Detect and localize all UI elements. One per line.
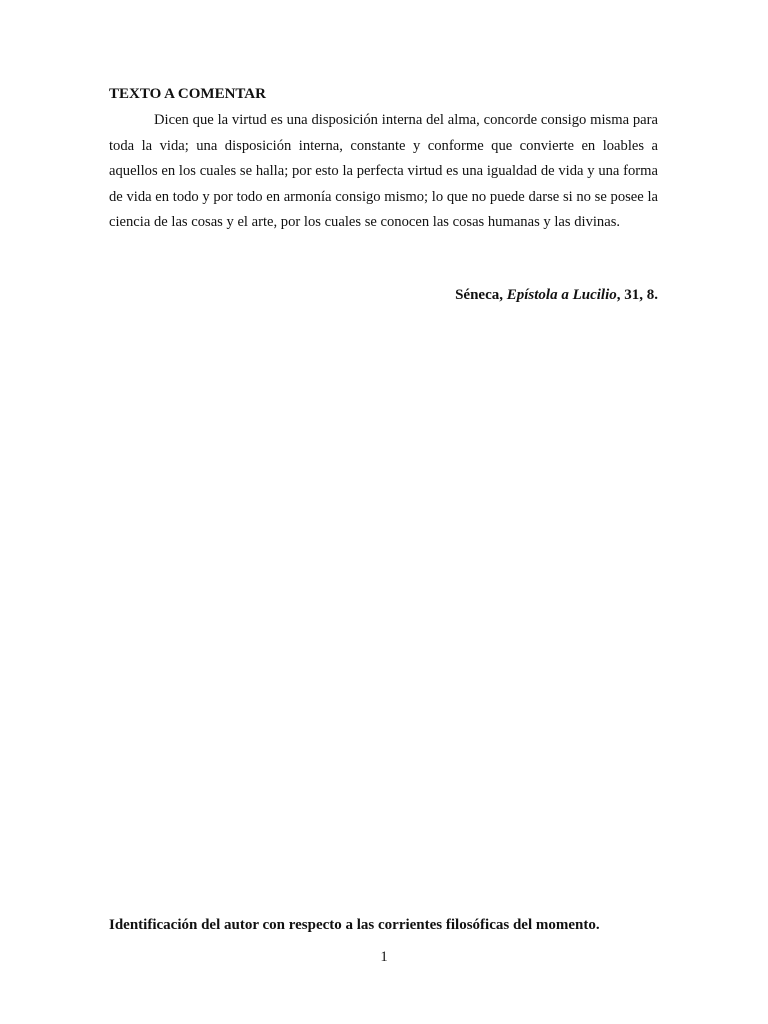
citation-reference: , 31, 8.	[616, 287, 658, 303]
page-number: 1	[380, 949, 388, 965]
citation-author: Séneca,	[455, 287, 503, 303]
question-heading: Identificación del autor con respecto a las corrientes filosóficas del momento.	[109, 917, 600, 933]
citation	[455, 285, 658, 305]
section-heading: TEXTO A COMENTAR	[109, 86, 266, 102]
quoted-text: Dicen que la virtud es una disposición interna del alma, concorde consigo misma para toda la vida; una disposición interna, constante y conforme que convierte en loables a aquellos en los cuales se halla; por esto la perfecta virtud es una igualdad de vida y una forma de vida en todo y por todo en armonía consigo mismo; lo que no puede darse si no se posee la ciencia de las cosas y el arte, por los cuales se conocen las cosas humanas y las divinas.	[109, 112, 658, 231]
citation-work: Epístola a Lucilio	[506, 287, 617, 303]
